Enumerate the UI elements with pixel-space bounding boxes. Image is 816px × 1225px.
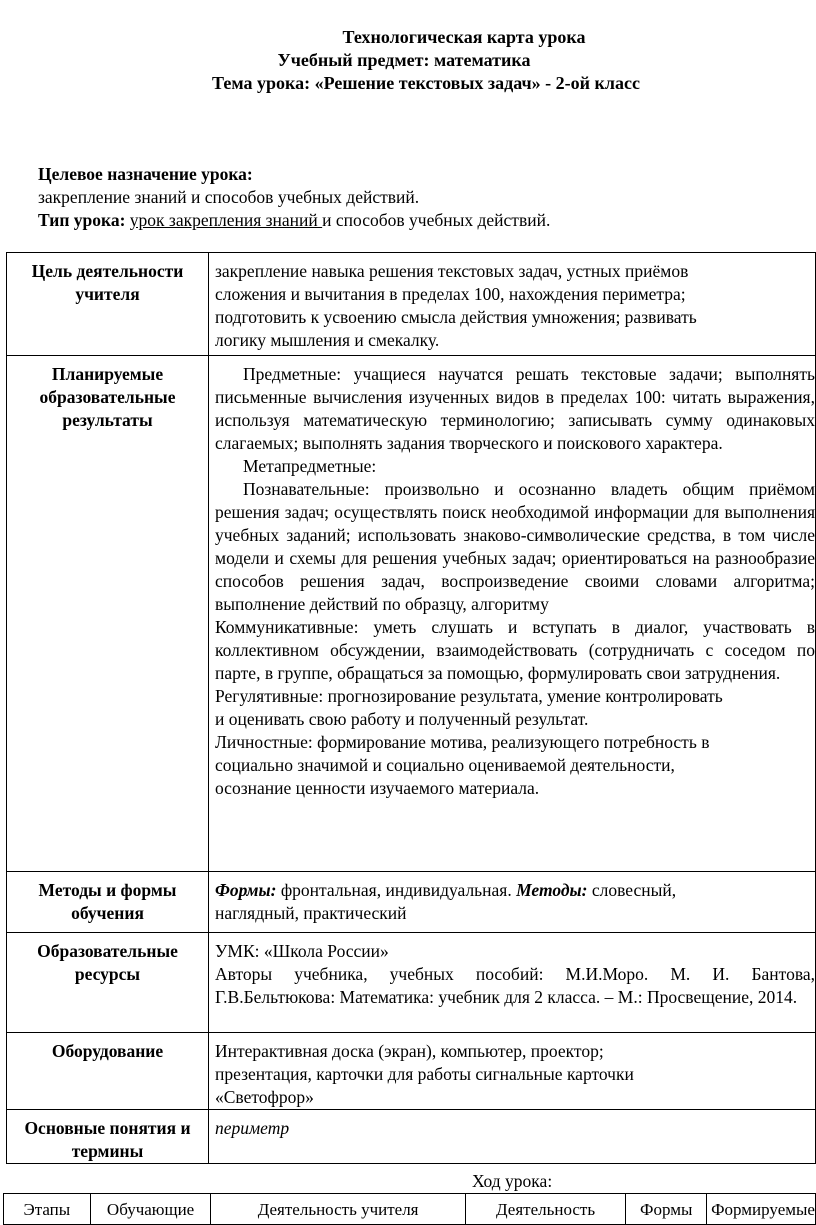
goal-text [209,253,815,352]
value-cell [209,872,816,933]
label-cell [7,1033,209,1110]
text-line: и оценивать свою работу и полученный результат. [215,709,589,729]
lesson-topic: Тема урока: «Решение текстовых задач» - 2-ой класс [212,73,640,93]
type-rest: и способов учебных действий. [322,210,551,230]
forms-label: Формы: [215,880,277,900]
row-label: Основные понятия и термины [24,1118,191,1161]
row-label: Оборудование [51,1041,164,1061]
column-header: Формируемые [707,1194,816,1225]
value-cell [209,933,816,1033]
text-line: Интерактивная доска (экран), компьютер, проектор; [215,1041,604,1061]
value-cell [209,253,816,356]
column-header: Этапы [4,1194,91,1225]
text-line: сложения и вычитания в пределах 100, нахождения периметра; [215,284,686,304]
type-label: Тип урока: [38,210,126,230]
row-equipment [7,1033,816,1110]
column-header: Деятельность учителя [211,1194,465,1225]
row-label: Цель деятельности учителя [31,261,184,304]
methods-text [209,872,815,925]
forms-text: фронтальная, индивидуальная. [276,880,517,900]
personal-results [215,731,815,800]
authors-text: Авторы учебника, учебных пособий: М.И.Моро. М. И. Бантова, Г.В.Бельтюкова: Математика: учебник для 2 класса. – М.: Просвещение, 2014. [215,964,815,1007]
course-title: Ход урока: [472,1171,553,1191]
text-line: наглядный, практический [215,903,407,923]
cognitive-results: Познавательные: произвольно и осознанно владеть общим приёмом решения задач; осуществлять поиск необходимой информации для выполнения учебных заданий; использовать знаково-символические средства, в том числе модели и схемы для решения учебных задач; ориентироваться на разнообразие способов решения задач, воспроизведение своими словами алгоритма; выполнение действий по образцу, алгоритму [215,479,815,614]
label-cell [7,356,209,872]
results-text [209,356,815,800]
column-header: Обучающие [90,1194,211,1225]
text-line: Регулятивные: прогнозирование результата, умение контролировать [215,686,723,706]
lesson-type [38,209,550,232]
text-line: закрепление навыка решения текстовых задач, устных приёмов [215,261,689,281]
text-line: подготовить к усвоению смысла действия умножения; развивать [215,307,697,327]
text-line: логику мышления и смекалку. [215,330,440,350]
resources-text [209,933,815,1009]
purpose-text: закрепление знаний и способов учебных действий. [38,187,420,207]
row-label: Образовательные ресурсы [37,941,178,984]
value-cell [209,356,816,872]
value-cell [209,1033,816,1110]
row-label: Планируемые образовательные результаты [39,364,176,430]
meta-results: Метапредметные: [243,456,377,476]
column-header: Деятельность [465,1194,626,1225]
regulative-results [215,685,815,731]
communicative-results: Коммуникативные: уметь слушать и вступать в диалог, участвовать в коллективном обсуждении, взаимодействовать (сотрудничать с соседом по парте, в группе, обращаться за помощью, формулировать свои затруднения. [215,617,815,683]
row-terms [7,1110,816,1164]
methods-value: словесный, [587,880,677,900]
row-methods [7,872,816,933]
purpose-label: Целевое назначение урока: [38,164,253,184]
row-goal [7,253,816,356]
course-header-row [4,1194,816,1225]
label-cell [7,1110,209,1164]
row-results [7,356,816,872]
title: Технологическая карта урока [342,27,586,47]
terms-text: периметр [215,1118,290,1138]
text-line: «Светофрор» [215,1087,314,1107]
label-cell [7,933,209,1033]
text-line: Личностные: формирование мотива, реализующего потребность в [215,732,710,752]
methods-label: Методы: [516,880,588,900]
course-table [3,1193,816,1225]
row-resources [7,933,816,1033]
equipment-text [209,1033,815,1109]
column-header: Формы [626,1194,707,1225]
subject-results: Предметные: учащиеся научатся решать текстовые задачи; выполнять письменные вычисления изученных видов в пределах 100: читать выражения, используя математическую терминологию; записывать сумму одинаковых слагаемых; выполнять задания творческого и поискового характера. [215,364,815,453]
text-line: осознание ценности изучаемого материала. [215,778,540,798]
subject: Учебный предмет: математика [277,50,531,70]
value-cell [209,1110,816,1164]
text-line: презентация, карточки для работы сигнальные карточки [215,1064,634,1084]
label-cell [7,872,209,933]
umk-line: УМК: «Школа России» [215,941,389,961]
row-label: Методы и формы обучения [38,880,177,923]
text-line [215,879,815,902]
type-underlined: урок закрепления знаний [129,210,323,230]
lesson-map-table [6,252,816,1164]
text-line: социально значимой и социально оцениваемой деятельности, [215,755,675,775]
label-cell [7,253,209,356]
